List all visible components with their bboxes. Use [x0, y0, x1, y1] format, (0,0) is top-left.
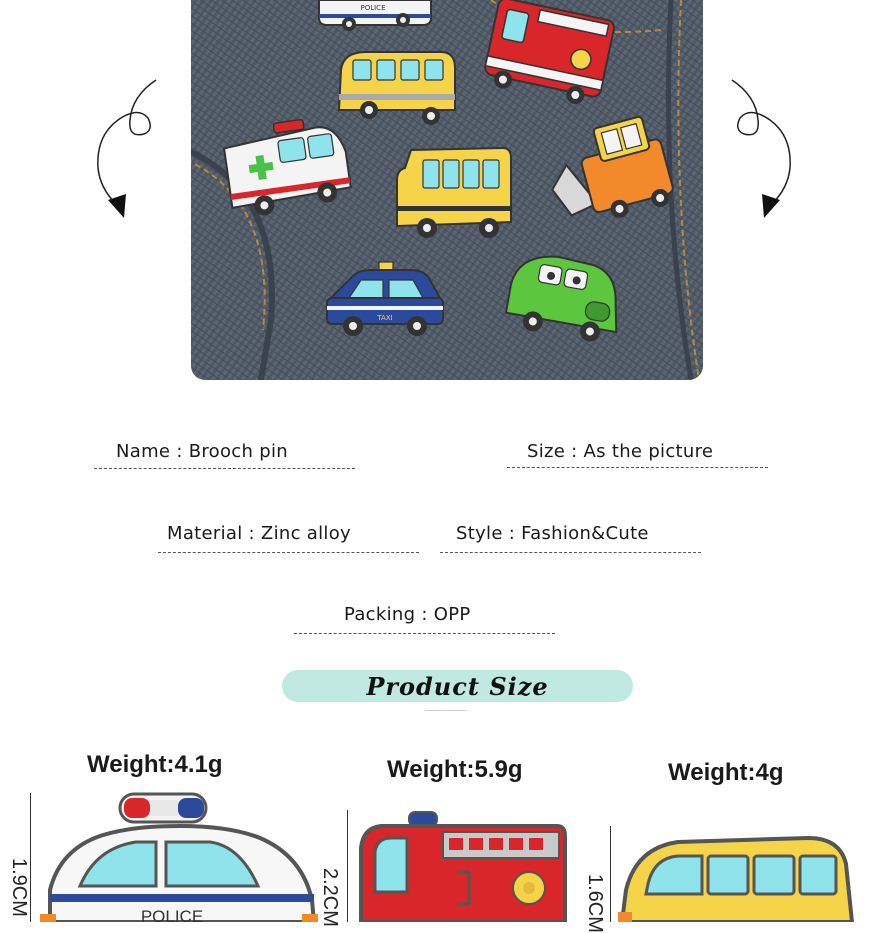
spec-size-divider	[507, 467, 768, 468]
dimension-police: 1.9CM	[8, 858, 30, 917]
weight-fire-truck: Weight:5.9g	[387, 756, 523, 783]
weight-police-car: Weight:4.1g	[87, 751, 223, 778]
hero-photo	[191, 0, 703, 380]
spec-material: Material : Zinc alloy	[167, 523, 351, 544]
weight-bus: Weight:4g	[668, 759, 784, 786]
spec-size: Size : As the picture	[527, 441, 714, 462]
spec-name: Name : Brooch pin	[116, 441, 288, 462]
svg-text:POLICE: POLICE	[140, 907, 204, 922]
svg-text:POLICE: POLICE	[360, 4, 386, 12]
banner-underline	[425, 710, 467, 711]
dimension-fire-truck: 2.2CM	[319, 868, 341, 927]
bus-closeup	[618, 834, 858, 922]
height-ruler-bus	[610, 826, 611, 922]
school-bus-pin	[397, 148, 511, 238]
product-size-title: Product Size	[366, 671, 549, 701]
spec-packing: Packing : OPP	[344, 604, 471, 625]
height-ruler-police	[30, 793, 31, 922]
spec-style-divider	[440, 552, 701, 553]
spec-material-divider	[158, 552, 419, 553]
spec-name-divider	[94, 468, 355, 469]
fire-truck-closeup	[357, 808, 567, 922]
height-ruler-fire-truck	[347, 810, 348, 922]
dimension-bus: 1.6CM	[584, 874, 606, 933]
curly-arrow-left-icon	[92, 76, 162, 221]
svg-text:TAXI: TAXI	[377, 314, 393, 322]
spec-style: Style : Fashion&Cute	[456, 523, 649, 544]
spec-packing-divider	[294, 633, 555, 634]
police-car-closeup	[40, 790, 320, 922]
product-size-banner	[282, 670, 633, 702]
curly-arrow-right-icon	[726, 76, 796, 221]
